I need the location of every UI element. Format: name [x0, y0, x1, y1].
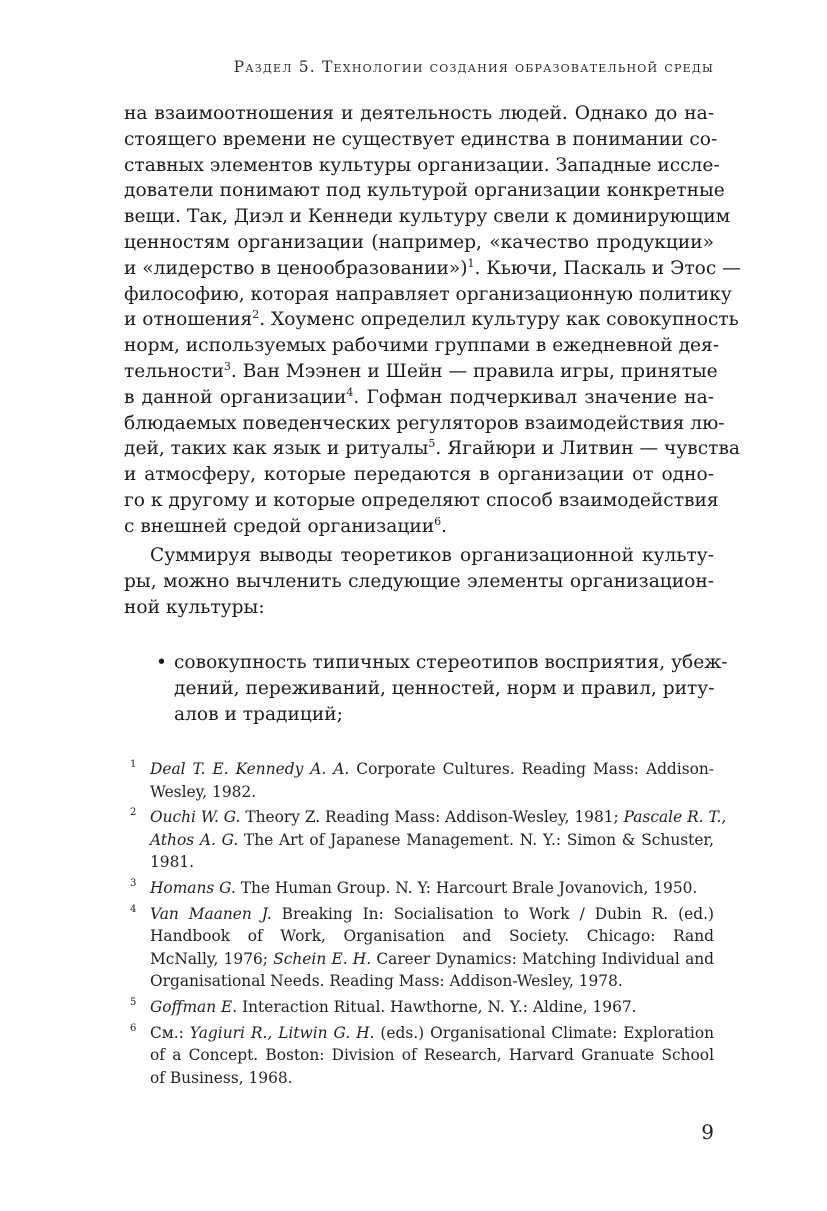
footnote-line: [150, 877, 714, 900]
footnote-text: The Art of Japanese Management. N. Y.: Simon & Schuster,: [238, 830, 714, 849]
footnote-ref-3[interactable]: 3: [223, 359, 231, 373]
text-segment: . Гофман подчеркивал значение на-: [353, 386, 714, 408]
running-head: Раздел 5. Технологии создания образовательной среды: [233, 58, 714, 76]
text-line: совокупность типичных стереотипов восприятия, убеж-: [174, 652, 728, 673]
footnote-author: Pascale R. T.,: [623, 808, 727, 827]
footnote-3: [130, 877, 714, 900]
footnote-line: Organisational Needs. Reading Mass: Addison-Wesley, 1978.: [150, 972, 623, 991]
footnote-line: [150, 903, 714, 926]
text-line: философию, которая направляет организационную политику: [124, 283, 732, 305]
footnote-author: Van Maanen J.: [150, 904, 272, 923]
text-line: [124, 514, 714, 540]
text-segment: . Кьючи, Паскаль и Этос —: [474, 257, 741, 279]
footnote-author: Yagiuri R., Litwin G. H.: [189, 1023, 375, 1042]
text-line: [124, 307, 739, 333]
footnote-text: The Human Group. N. Y: Harcourt Brale Jovanovich, 1950.: [235, 878, 698, 897]
footnote-text: Theory Z. Reading Mass: Addison-Wesley, 1981;: [240, 808, 624, 827]
footnote-text: (eds.) Organisational Climate: Exploration: [374, 1023, 715, 1042]
footnote-4: [130, 903, 714, 993]
footnote-line: [150, 758, 714, 781]
bullet-text: [174, 650, 728, 727]
text-segment: дей, таких как язык и ритуалы: [124, 438, 429, 460]
footnote-line: Handbook of Work, Organisation and Society. Chicago: Rand: [150, 927, 714, 946]
footnote-line: Wesley, 1982.: [150, 782, 257, 801]
footnote-ref-6[interactable]: 6: [434, 514, 442, 528]
text-segment: и «лидерство в ценообразовании»): [124, 257, 468, 279]
footnote-line: of a Concept. Boston: Division of Research, Harvard Granuate School: [150, 1046, 714, 1065]
footnote-line: 1981.: [150, 853, 195, 872]
text-line: алов и традиций;: [174, 703, 343, 725]
footnote-author: Schein E. H.: [273, 949, 372, 968]
text-line: [124, 359, 718, 385]
footnote-author: Goffman E.: [150, 997, 238, 1016]
text-line: и атмосферу, которые передаются в организации от одно-: [124, 464, 714, 486]
footnote-line: [150, 829, 714, 852]
footnote-author: Athos A. G.: [150, 830, 239, 849]
footnote-ref-4[interactable]: 4: [346, 385, 354, 399]
footnote-number: 2: [130, 807, 137, 819]
footnote-ref-2[interactable]: 2: [252, 308, 260, 322]
text-segment: . Ягайюри и Литвин — чувства: [435, 438, 740, 460]
text-segment: тельности: [124, 360, 224, 382]
text-segment: . Хоуменс определил культуру как совокупность: [259, 309, 739, 331]
footnote-line: [150, 806, 727, 829]
text-line: ры, можно вычленить следующие элементы организацион-: [124, 570, 714, 592]
text-line: Суммируя выводы теоретиков организационной культу-: [150, 545, 714, 566]
text-line: [124, 436, 740, 462]
text-line: [124, 256, 741, 282]
text-line: ставных элементов культуры организации. Западные иссле-: [124, 154, 720, 176]
text-segment: .: [441, 515, 448, 537]
footnote-line: [150, 1022, 714, 1045]
footnote-ref-5[interactable]: 5: [428, 437, 436, 451]
footnote-number: 3: [130, 877, 137, 889]
footnote-number: 6: [130, 1022, 137, 1034]
text-segment: в данной организации: [124, 386, 347, 408]
body-paragraph-1: [124, 101, 741, 540]
footnote-line: [150, 996, 714, 1019]
text-line: на взаимоотношения и деятельность людей. Однако до на-: [124, 103, 714, 124]
footnote-text: Breaking In: Socialisation to Work / Dubin R. (ed.): [271, 904, 715, 923]
footnote-line: [150, 948, 714, 971]
text-line: дователи понимают под культурой организации конкретные: [124, 180, 725, 202]
footnote-author: Deal T. E. Kennedy A. A.: [150, 760, 350, 778]
text-line: блюдаемых поведенческих регуляторов взаимодействия лю-: [124, 412, 725, 434]
text-segment: и отношения: [124, 309, 253, 331]
footnote-number: 4: [130, 903, 137, 915]
footnote-author: Homans G.: [150, 878, 236, 897]
text-segment: . Ван Мээнен и Шейн — правила игры, принятые: [230, 360, 718, 382]
text-line: ной культуры:: [124, 596, 265, 618]
footnote-1: [130, 758, 714, 803]
footnote-number: 5: [130, 996, 137, 1008]
bullet-icon: •: [156, 652, 167, 673]
text-line: норм, используемых рабочими группами в ежедневной дея-: [124, 335, 720, 357]
footnote-text: Corporate Cultures. Reading Mass: Addison-: [349, 760, 714, 778]
text-line: ценностям организации (например, «качество продукции»: [124, 231, 714, 253]
text-line: дений, переживаний, ценностей, норм и правил, риту-: [174, 677, 715, 699]
footnote-ref-1[interactable]: 1: [467, 256, 475, 270]
footnote-author: Ouchi W. G.: [150, 808, 241, 827]
text-line: [124, 385, 714, 411]
footnote-text: McNally, 1976;: [150, 949, 274, 968]
footnote-text: Interaction Ritual. Hawthorne, N. Y.: Aldine, 1967.: [237, 997, 637, 1016]
text-segment: с внешней средой организации: [124, 515, 435, 537]
page-number: 9: [701, 1120, 714, 1144]
footnote-number: 1: [130, 759, 137, 770]
footnote-line: of Business, 1968.: [150, 1068, 293, 1087]
body-paragraph-2: [124, 543, 714, 620]
footnote-5: [130, 996, 714, 1019]
text-line: го к другому и которые определяют способ взаимодействия: [124, 489, 719, 511]
text-line: вещи. Так, Диэл и Кеннеди культуру свели к доминирующим: [124, 206, 731, 228]
text-line: стоящего времени не существует единства в понимании со-: [124, 128, 718, 150]
footnote-6: [130, 1022, 714, 1090]
footnote-2: [130, 806, 727, 874]
footnotes: [130, 758, 727, 1092]
footnote-text: Career Dynamics: Matching Individual and: [371, 949, 715, 968]
footnote-text: См.:: [150, 1023, 190, 1042]
